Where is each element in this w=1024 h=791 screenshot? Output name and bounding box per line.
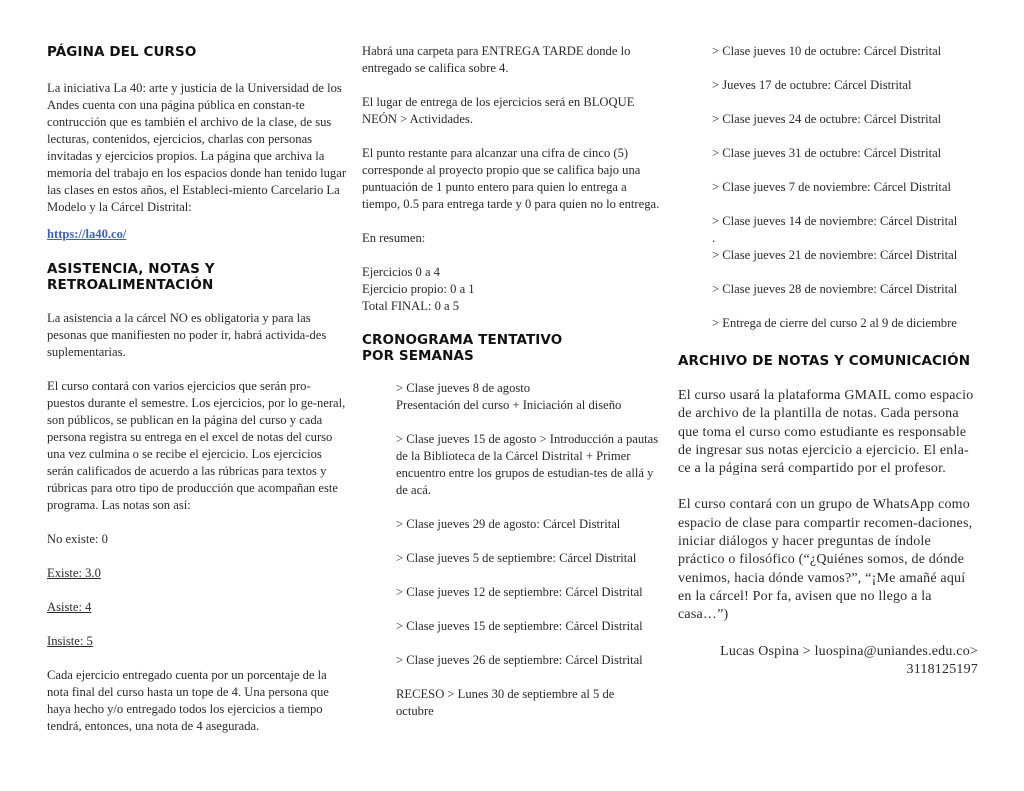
schedule-item: > Clase jueves 8 de agosto Presentación del curso + Iniciación al diseño [396, 381, 622, 412]
resumen-list [362, 264, 662, 315]
heading-pagina-del-curso: PÁGINA DEL CURSO [47, 44, 197, 60]
schedule-item: > Clase jueves 21 de noviembre: Cárcel Distrital [712, 248, 958, 262]
schedule-list-2 [678, 43, 978, 332]
column-2 [362, 40, 662, 720]
schedule-item: > Clase jueves 5 de septiembre: Cárcel Distrital [396, 551, 637, 565]
lugar-entrega-paragraph: El lugar de entrega de los ejercicios será en BLOQUE NEÓN > Actividades. [362, 95, 635, 126]
column-3 [678, 40, 978, 679]
heading-line-2: RETROALIMENTACIÓN [47, 277, 214, 293]
schedule-item: > Entrega de cierre del curso 2 al 9 de diciembre [712, 316, 957, 330]
course-page-link[interactable]: https://la40.co/ [47, 227, 127, 241]
phone-number: 3118125197 [906, 661, 978, 677]
grade-asiste: Asiste: 4 [47, 600, 92, 614]
schedule-item: > Clase jueves 12 de septiembre: Cárcel Distrital [396, 585, 643, 599]
resumen-item: Ejercicios 0 a 4 [362, 265, 440, 279]
contact-line: Lucas Ospina > luospina@uniandes.edu.co> [720, 643, 978, 659]
stray-dot: . [712, 231, 716, 245]
heading-line-1: ASISTENCIA, NOTAS Y [47, 261, 215, 277]
heading-archivo: ARCHIVO DE NOTAS Y COMUNICACIÓN [678, 353, 971, 369]
entrega-tarde-paragraph: Habrá una carpeta para ENTREGA TARDE donde lo entregado se califica sobre 4. [362, 44, 631, 75]
schedule-item: > Clase jueves 26 de septiembre: Cárcel Distrital [396, 653, 643, 667]
schedule-item: > Clase jueves 15 de agosto > Introducción a pautas de la Biblioteca de la Cárcel Distrital + Primer encuentro entre los grupos de estudian-tes de allá y de acá. [396, 432, 659, 497]
schedule-item: > Clase jueves 29 de agosto: Cárcel Distrital [396, 517, 621, 531]
receso-item: RECESO > Lunes 30 de septiembre al 5 de octubre [396, 687, 615, 718]
pagina-body: La iniciativa La 40: arte y justicia de la Universidad de los Andes cuenta con una página pública en constan-te contrucción que es también el archivo de la clase, de sus lecturas, contenidos, ejercicios, charlas con personas invitadas y ejercicios propios. La página que archiva la memoria del trabajo en los espacios donde han tenido lugar las clases en estos años, el Estableci-miento Carcelario La Modelo y la Cárcel Distrital: [47, 81, 347, 214]
schedule-item: > Clase jueves 14 de noviembre: Cárcel Distrital [712, 214, 958, 228]
heading-line-1: CRONOGRAMA TENTATIVO [362, 332, 563, 348]
schedule-item: > Clase jueves 28 de noviembre: Cárcel Distrital [712, 282, 958, 296]
schedule-item: > Clase jueves 7 de noviembre: Cárcel Distrital [712, 180, 951, 194]
heading-line-2: POR SEMANAS [362, 348, 474, 364]
schedule-item: > Clase jueves 10 de octubre: Cárcel Distrital [712, 44, 942, 58]
resumen-item: Total FINAL: 0 a 5 [362, 299, 460, 313]
nota-final-paragraph: Cada ejercicio entregado cuenta por un porcentaje de la nota final del curso hasta un tope de 4. Una persona que haya hecho y/o entregado todos los ejercicios a tiempo tendrá, entonces, una nota de 4 asegurada. [47, 668, 329, 733]
resumen-item: Ejercicio propio: 0 a 1 [362, 282, 475, 296]
schedule-list-1 [362, 380, 662, 720]
ejercicios-paragraph: El curso contará con varios ejercicios que serán pro-puestos durante el semestre. Los ejercicios, por lo ge-neral, son públicos, se publican en la página del curso y cada persona registra su entrega en el excel de notas del curso una vez culmina o se recibe el ejercicio. Los ejercicios serán calificados de acuerdo a las rúbricas para textos y rúbricas para otro tipo de producción que acompañan este programa. Las notas son así: [47, 379, 346, 512]
asistencia-paragraph: La asistencia a la cárcel NO es obligatoria y para las pesonas que manifiesten no poder ir, habrá activida-des suplementarias. [47, 311, 327, 359]
schedule-item: > Jueves 17 de octubre: Cárcel Distrital [712, 78, 912, 92]
grade-existe: Existe: 3.0 [47, 566, 101, 580]
gmail-paragraph: El curso usará la plataforma GMAIL como espacio de archivo de la plantilla de notas. Cada persona que toma el curso como estudiante es responsable de ingresar sus notas ejercicio a ejercicio. El enla-ce a la página será compartido por el profesor. [678, 388, 974, 477]
schedule-item: > Clase jueves 31 de octubre: Cárcel Distrital [712, 146, 942, 160]
resumen-label: En resumen: [362, 231, 426, 245]
heading-cronograma [362, 332, 662, 364]
punto-restante-paragraph: El punto restante para alcanzar una cifra de cinco (5) corresponde al proyecto propio que se califica bajo una puntuación de 1 punto entero para quien lo entrega a tiempo, 0.5 para entrega tarde y 0 para quien no lo entrega. [362, 146, 660, 211]
heading-asistencia [47, 261, 347, 293]
column-1 [47, 40, 347, 735]
whatsapp-paragraph: El curso contará con un grupo de WhatsApp como espacio de clase para compartir recomen-daciones, iniciar diálogos y hacer preguntas de índole práctico o filosófico (“¿Quiénes somos, de dónde venimos, hacia dónde vamos?”, “¡Me amañé aquí en la cárcel! Por fa, avisen que no llego a la casa…”) [678, 497, 973, 623]
schedule-item: > Clase jueves 24 de octubre: Cárcel Distrital [712, 112, 942, 126]
grade-no-existe: No existe: 0 [47, 532, 108, 546]
schedule-item: > Clase jueves 15 de septiembre: Cárcel Distrital [396, 619, 643, 633]
grade-insiste: Insiste: 5 [47, 634, 93, 648]
